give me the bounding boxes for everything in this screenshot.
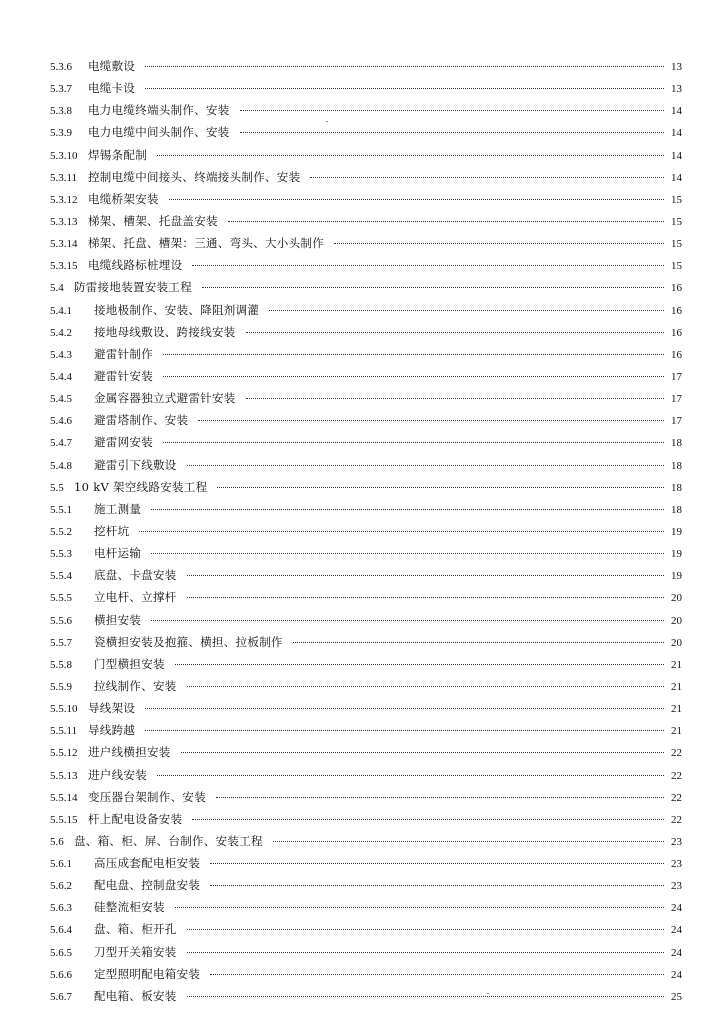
toc-entry-title: 底盘、卡盘安装 [94,568,177,583]
toc-entry [50,675,682,697]
toc-entry-number: 5.6.4 [50,924,72,937]
toc-entry [50,454,682,476]
toc-entry-title: 挖杆坑 [94,523,130,538]
toc-entry-number: 5.3.6 [50,61,72,73]
toc-entry [50,299,682,321]
toc-entry-page: 18 [671,459,682,472]
toc-entry [50,852,682,874]
toc-entry-page: 17 [671,393,682,406]
toc-entry [50,564,682,586]
toc-entry-title: 进户线安装 [88,767,147,782]
toc-dot-leader [246,332,664,333]
toc-entry [50,498,682,520]
toc-entry-page: 13 [671,61,682,73]
toc-entry-title: 立电杆、立撑杆 [94,590,177,605]
toc-entry-title: 配电箱、板安装 [94,988,177,1003]
toc-entry-number: 5.3.10 [50,149,78,162]
toc-entry-title: 避雷针安装 [94,368,153,383]
toc-entry-page: 17 [671,415,682,428]
toc-entry-number: 5.6.7 [50,990,72,1003]
toc-dot-leader [139,531,664,532]
toc-entry-page: 22 [671,813,682,826]
toc-entry-title: 施工测量 [94,501,142,516]
toc-entry [50,409,682,431]
toc-entry-title: 接地母线敷设、跨接线安装 [94,324,236,339]
toc-entry-title: 定型照明配电箱安装 [94,966,201,981]
toc-dot-leader [163,442,664,443]
toc-entry-page: 22 [671,747,682,760]
toc-entry-number: 5.5.14 [50,791,78,804]
toc-dot-leader [151,509,664,510]
toc-entry-page: 14 [671,149,682,162]
toc-entry-page: 21 [671,725,682,738]
scan-speck [326,121,328,122]
toc-entry-number: 5.6.3 [50,902,72,915]
toc-entry-number: 5.3.11 [50,171,78,184]
toc-dot-leader [187,465,664,466]
toc-entry-title: 梯架、槽架、托盘盖安装 [88,213,218,228]
toc-entry [50,210,682,232]
toc-entry-title: 电缆卡设 [88,81,136,96]
toc-entry-title: 硅整流柜安装 [94,900,165,915]
toc-entry [50,985,682,1007]
toc-entry-page: 23 [671,880,682,893]
toc-entry [50,254,682,276]
toc-entry-page: 15 [671,238,682,251]
toc-entry-number: 5.6.2 [50,880,72,893]
toc-entry-number: 5.3.8 [50,105,72,118]
toc-dot-leader [151,553,664,554]
toc-dot-leader [192,819,664,820]
toc-entry-page: 17 [671,370,682,383]
toc-entry-number: 5.6 [50,835,64,848]
toc-entry-title: 盘、箱、柜开孔 [94,922,177,937]
toc-dot-leader [163,376,664,377]
toc-entry-page: 16 [671,348,682,361]
toc-entry-page: 22 [671,769,682,782]
toc-entry-number: 5.4.7 [50,437,72,450]
toc-entry-number: 5.4.4 [50,370,72,383]
toc-entry-title: 电力电缆终端头制作、安装 [88,103,230,118]
toc-dot-leader [151,620,664,621]
toc-entry-page: 24 [671,946,682,959]
toc-dot-leader [217,487,664,488]
toc-entry-page: 20 [671,614,682,627]
toc-entry-page: 21 [671,658,682,671]
toc-dot-leader [240,132,664,133]
toc-dot-leader [210,885,664,886]
toc-entry-number: 5.3.13 [50,215,78,228]
toc-entry [50,586,682,608]
toc-entry-title: 电缆敷设 [88,59,136,73]
toc-entry-number: 5.5.9 [50,680,72,693]
toc-entry-page: 13 [671,83,682,96]
toc-dot-leader [310,177,664,178]
toc-entry [50,764,682,786]
toc-entry-page: 15 [671,215,682,228]
toc-entry [50,55,682,77]
toc-dot-leader [246,398,664,399]
toc-entry-page: 21 [671,680,682,693]
toc-entry-title: 配电盘、控制盘安装 [94,878,201,893]
scan-speck [487,993,489,994]
toc-entry-title: 门型横担安装 [94,656,165,671]
toc-dot-leader [187,929,664,930]
toc-dot-leader [175,664,664,665]
toc-entry-number: 5.5.13 [50,769,78,782]
toc-entry-title: 盘、箱、柜、屏、台制作、安装工程 [74,833,263,848]
toc-entry-number: 5.5.6 [50,614,72,627]
toc-dot-leader [293,642,664,643]
toc-entry-number: 5.5.4 [50,570,72,583]
toc-entry-page: 20 [671,592,682,605]
toc-dot-leader [187,575,664,576]
toc-dot-leader [157,775,664,776]
toc-dot-leader [210,974,664,975]
toc-entry-title: 电缆线路标桩埋设 [88,258,183,273]
toc-dot-leader [145,66,664,67]
toc-entry-number: 5.3.14 [50,238,78,251]
toc-entry-number: 5.5 [50,481,64,494]
toc-entry-number: 5.5.11 [50,725,78,738]
toc-entry [50,144,682,166]
toc-entry-page: 25 [671,990,682,1003]
toc-entry-title: 横担安装 [94,612,142,627]
toc-entry-page: 24 [671,968,682,981]
toc-dot-leader [145,88,664,89]
toc-entry-number: 5.3.12 [50,193,78,206]
toc-entry-page: 18 [671,481,682,494]
toc-entry [50,276,682,298]
toc-entry [50,542,682,564]
toc-entry-title: 金属容器独立式避雷针安装 [94,391,236,406]
toc-entry-page: 15 [671,260,682,273]
toc-entry-page: 21 [671,703,682,716]
toc-dot-leader [187,597,664,598]
toc-entry-page: 22 [671,791,682,804]
toc-entry-number: 5.5.12 [50,747,78,760]
toc-entry-number: 5.5.3 [50,548,72,561]
toc-entry-title: 避雷引下线敷设 [94,457,177,472]
toc-entry-number: 5.4.8 [50,459,72,472]
toc-dot-leader [163,354,664,355]
toc-entry-title: 焊锡条配制 [88,147,147,162]
toc-entry [50,431,682,453]
toc-entry [50,77,682,99]
toc-entry-number: 5.4.2 [50,326,72,339]
toc-entry [50,697,682,719]
toc-entry-page: 14 [671,127,682,140]
toc-entry [50,874,682,896]
toc-entry-page: 16 [671,326,682,339]
toc-dot-leader [202,287,664,288]
toc-dot-leader [187,952,664,953]
toc-entry-number: 5.5.8 [50,658,72,671]
toc-dot-leader [181,752,664,753]
toc-dot-leader [157,155,664,156]
toc-dot-leader [187,996,664,997]
toc-dot-leader [216,797,664,798]
toc-dot-leader [192,265,664,266]
toc-entry [50,166,682,188]
toc-entry-number: 5.4.6 [50,415,72,428]
toc-entry-page: 19 [671,525,682,538]
toc-entry-title: 避雷网安装 [94,435,153,450]
toc-entry [50,631,682,653]
toc-entry [50,609,682,631]
toc-entry-title: 高压成套配电柜安装 [94,856,201,871]
toc-entry [50,520,682,542]
toc-entry-title: 拉线制作、安装 [94,678,177,693]
toc-entry-page: 23 [671,858,682,871]
toc-dot-leader [145,730,664,731]
toc-entry-title: 电力电缆中间头制作、安装 [88,125,230,140]
toc-entry-page: 24 [671,924,682,937]
toc-entry-page: 19 [671,570,682,583]
toc-entry [50,941,682,963]
toc-dot-leader [269,310,664,311]
toc-entry [50,963,682,985]
toc-entry-number: 5.5.10 [50,703,78,716]
toc-entry-number: 5.5.15 [50,813,78,826]
toc-entry-title: 变压器台架制作、安装 [88,789,206,804]
toc-entry [50,896,682,918]
toc-entry-number: 5.5.2 [50,525,72,538]
toc-entry-title: 电缆桥架安装 [88,191,159,206]
toc-entry-title: 10 kV 架空线路安装工程 [74,479,208,494]
toc-entry-number: 5.5.7 [50,636,72,649]
toc-entry-title: 避雷针制作 [94,346,153,361]
toc-entry [50,365,682,387]
toc-entry-title: 接地极制作、安装、降阻剂调灌 [94,302,260,317]
toc-entry-number: 5.3.15 [50,260,78,273]
toc-entry-title: 进户线横担安装 [88,745,171,760]
toc-entry [50,653,682,675]
toc-entry-number: 5.4.5 [50,393,72,406]
toc-entry-title: 导线跨越 [88,723,136,738]
toc-entry-page: 18 [671,503,682,516]
toc-entry [50,918,682,940]
toc-dot-leader [210,863,664,864]
toc-dot-leader [273,841,664,842]
toc-entry-number: 5.6.1 [50,858,72,871]
toc-entry-number: 5.3.7 [50,83,72,96]
toc-entry-page: 19 [671,548,682,561]
toc-entry [50,343,682,365]
toc-entry [50,121,682,143]
toc-dot-leader [198,420,664,421]
toc-entry [50,808,682,830]
toc-entry [50,387,682,409]
toc-entry-page: 15 [671,193,682,206]
toc-entry-page: 14 [671,171,682,184]
toc-entry-title: 避雷塔制作、安装 [94,413,189,428]
toc-entry-title: 导线架设 [88,701,136,716]
table-of-contents [50,55,682,1007]
toc-dot-leader [169,199,664,200]
toc-entry-page: 23 [671,835,682,848]
toc-dot-leader [145,708,664,709]
toc-entry-page: 14 [671,105,682,118]
toc-entry-title: 刀型开关箱安装 [94,944,177,959]
toc-entry-page: 18 [671,437,682,450]
toc-entry-page: 24 [671,902,682,915]
toc-entry-title: 电杆运输 [94,546,142,561]
toc-entry-title: 瓷横担安装及抱箍、横担、拉板制作 [94,634,283,649]
toc-entry-number: 5.5.1 [50,503,72,516]
toc-entry [50,232,682,254]
toc-entry-title: 防雷接地装置安装工程 [74,280,192,295]
toc-entry [50,476,682,498]
toc-entry-number: 5.3.9 [50,127,72,140]
toc-entry-number: 5.4.1 [50,304,72,317]
toc-entry-page: 16 [671,282,682,295]
toc-entry [50,188,682,210]
toc-entry [50,741,682,763]
toc-entry [50,719,682,741]
toc-entry-number: 5.5.5 [50,592,72,605]
toc-dot-leader [334,243,664,244]
toc-entry-title: 控制电缆中间接头、终端接头制作、安装 [88,169,301,184]
toc-entry [50,321,682,343]
toc-entry [50,99,682,121]
toc-entry-title: 杆上配电设备安装 [88,811,183,826]
toc-entry-number: 5.6.6 [50,968,72,981]
toc-entry-number: 5.4 [50,282,64,295]
toc-entry-page: 16 [671,304,682,317]
toc-dot-leader [240,110,664,111]
toc-entry-number: 5.4.3 [50,348,72,361]
toc-entry-number: 5.6.5 [50,946,72,959]
toc-dot-leader [175,907,664,908]
toc-dot-leader [228,221,664,222]
toc-entry [50,786,682,808]
toc-dot-leader [187,686,664,687]
toc-entry-page: 20 [671,636,682,649]
toc-entry [50,830,682,852]
toc-entry-title: 梯架、托盘、槽架：三通、弯头、大小头制作 [88,236,324,251]
